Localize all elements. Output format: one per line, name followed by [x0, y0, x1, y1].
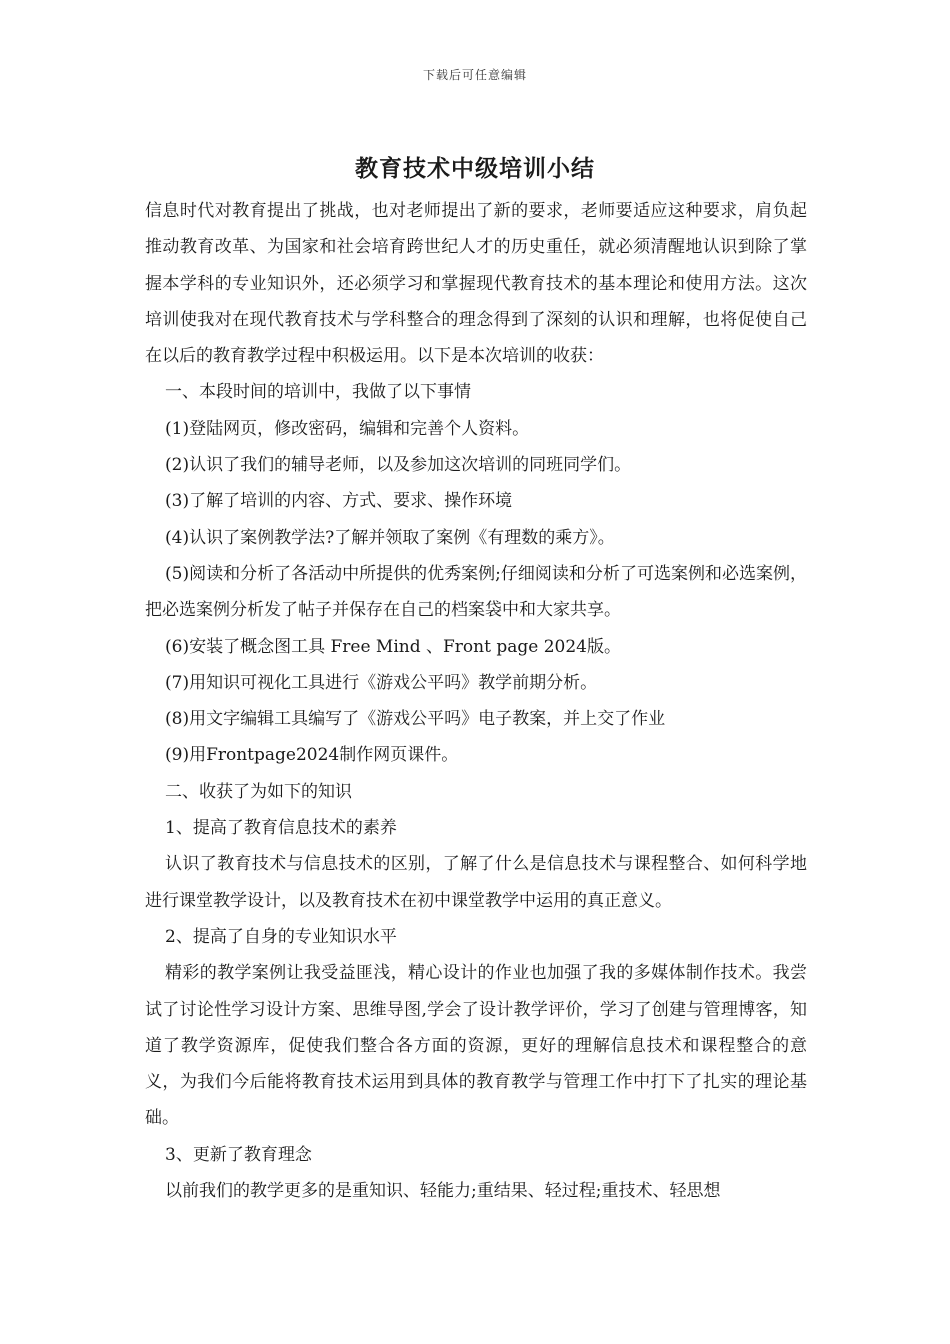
- paragraph-body: 认识了教育技术与信息技术的区别，了解了什么是信息技术与课程整合、如何科学地进行课堂教学设计，以及教育技术在初中课堂教学中运用的真正意义。: [145, 854, 807, 911]
- header-note: 下载后可任意编辑: [422, 68, 527, 82]
- paragraph-body: 以前我们的教学更多的是重知识、轻能力;重结果、轻过程;重技术、轻思想: [165, 1181, 721, 1202]
- subsection-heading-2: 2、提高了自身的专业知识水平: [165, 926, 397, 947]
- paragraph-body: 精彩的教学案例让我受益匪浅，精心设计的作业也加强了我的多媒体制作技术。我尝试了讨论性学习设计方案、思维导图,学会了设计教学评价，学习了创建与管理博客，知道了教学资源库，促使我们整合各方面的资源，更好的理解信息技术和课程整合的意义，为我们今后能将教育技术运用到具体的教育教学与管理工作中打下了扎实的理论基础。: [145, 963, 807, 1129]
- subsection-heading-1: 1、提高了教育信息技术的素养: [165, 818, 397, 839]
- document-body: [145, 193, 807, 1209]
- list-item: (2)认识了我们的辅导老师，以及参加这次培训的同班同学们。: [165, 455, 632, 476]
- list-item: (5)阅读和分析了各活动中所提供的优秀案例;仔细阅读和分析了可选案例和必选案例，把必选案例分析发了帖子并保存在自己的档案袋中和大家共享。: [145, 563, 807, 621]
- paragraph-intro: 信息时代对教育提出了挑战，也对老师提出了新的要求，老师要适应这种要求，肩负起推动教育改革、为国家和社会培育跨世纪人才的历史重任，就必须清醒地认识到除了掌握本学科的专业知识外，还必须学习和掌握现代教育技术的基本理论和使用方法。这次培训使我对在现代教育技术与学科整合的理念得到了深刻的认识和理解，也将促使自己在以后的教育教学过程中积极运用。以下是本次培训的收获：: [145, 201, 807, 367]
- subsection-heading-3: 3、更新了教育理念: [165, 1144, 312, 1165]
- list-item: (8)用文字编辑工具编写了《游戏公平吗》电子教案，并上交了作业: [165, 709, 666, 730]
- document-title: 教育技术中级培训小结: [355, 155, 595, 182]
- list-item: (6)安装了概念图工具 Free Mind 、Front page 2024版。: [165, 636, 621, 657]
- list-item: (4)认识了案例教学法?了解并领取了案例《有理数的乘方》。: [165, 527, 615, 548]
- list-item: (1)登陆网页，修改密码，编辑和完善个人资料。: [165, 418, 530, 439]
- section-heading-2: 二、收获了为如下的知识: [165, 781, 352, 802]
- list-item: (9)用Frontpage2024制作网页课件。: [165, 745, 459, 766]
- list-item: (7)用知识可视化工具进行《游戏公平吗》教学前期分析。: [165, 672, 598, 693]
- section-heading-1: 一、本段时间的培训中，我做了以下事情: [165, 382, 471, 403]
- list-item: (3)了解了培训的内容、方式、要求、操作环境: [165, 491, 513, 512]
